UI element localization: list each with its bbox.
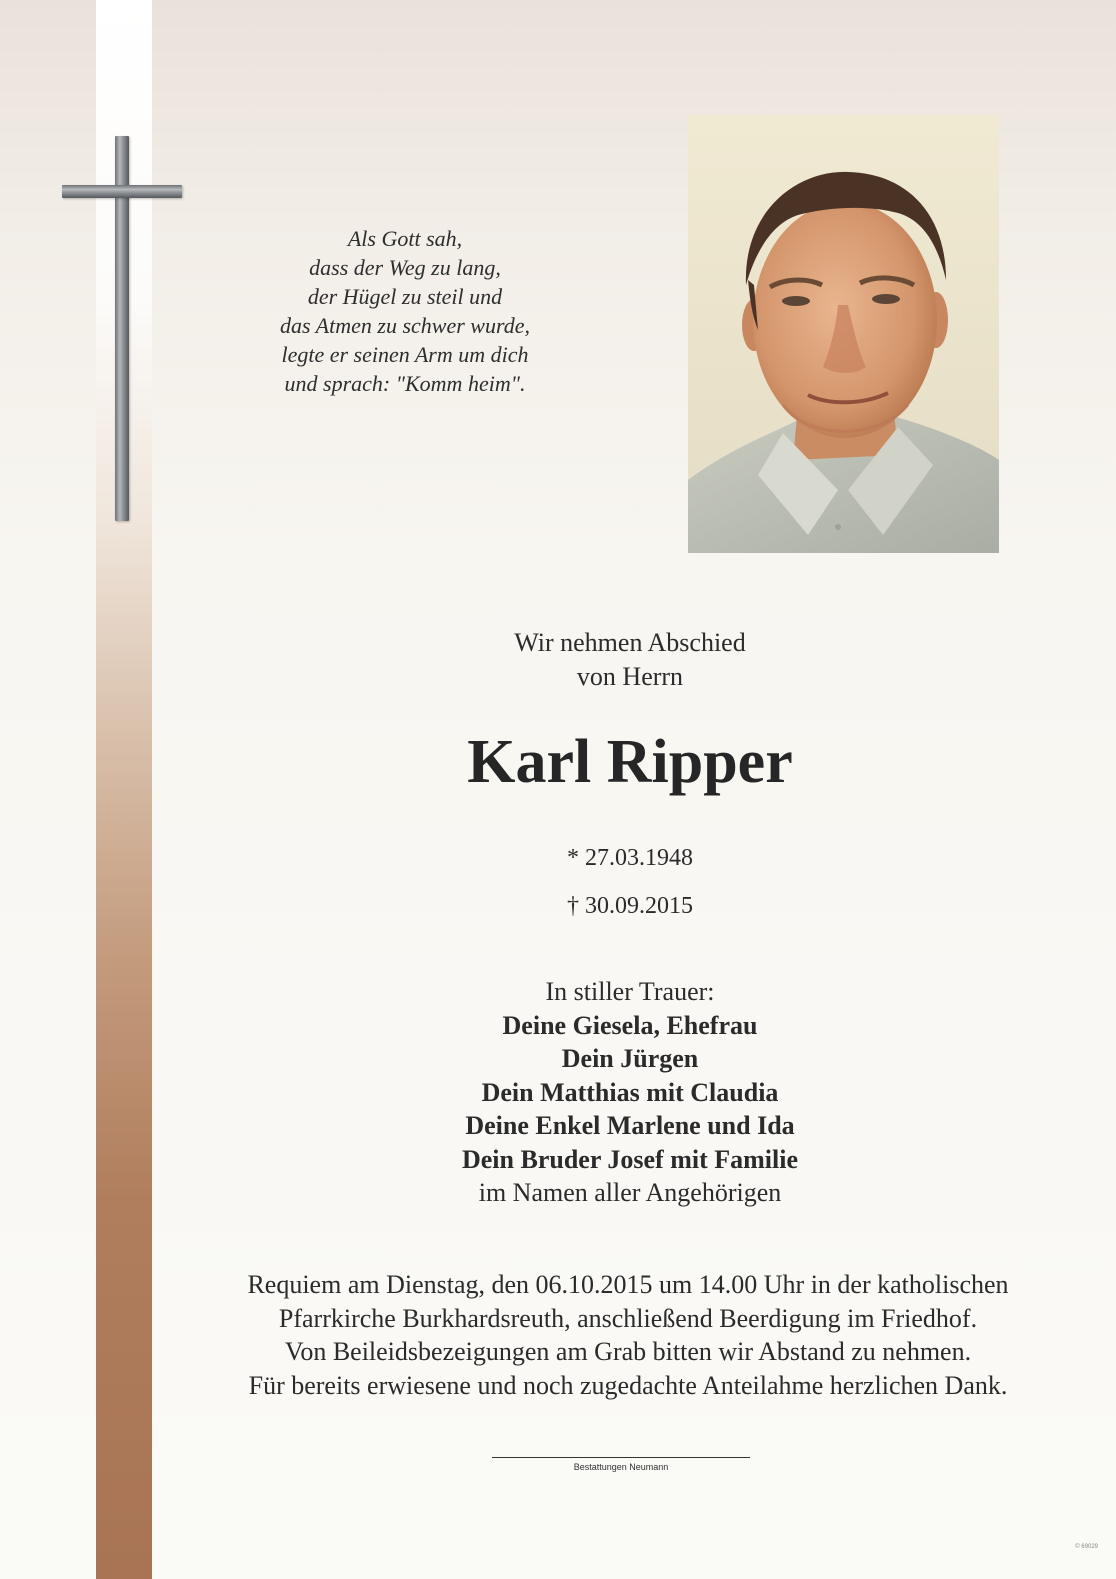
poem-line: der Hügel zu steil und [307,284,503,309]
mourner-name: Deine Enkel Marlene und Ida [465,1111,795,1140]
notice-line: Von Beileidsbezeigungen am Grab bitten wir Abstand zu nehmen. [284,1337,972,1366]
mourners-list [300,975,960,1210]
mourner-name: Dein Bruder Josef mit Familie [461,1144,799,1174]
notice-line: Pfarrkirche Burkhardsreuth, anschließend Beerdigung im Friedhof. [278,1303,978,1333]
farewell-intro [330,626,930,694]
memorial-poem [230,224,580,398]
death-date: † 30.09.2015 [567,893,693,919]
deceased-name: Karl Ripper [467,728,793,796]
poem-line: dass der Weg zu lang, [309,255,501,280]
funeral-notice [168,1268,1088,1402]
funeral-home-signature: Bestattungen Neumann [573,1462,669,1472]
footer-code: © 69029 [1075,1544,1098,1550]
notice-line: Requiem am Dienstag, den 06.10.2015 um 14.00 Uhr in der katholischen [247,1270,1009,1299]
mourner-name: Dein Jürgen [561,1044,699,1073]
birth-date: * 27.03.1948 [567,845,693,871]
mourner-name: Deine Giesela, Ehefrau [502,1010,758,1040]
intro-line: von Herrn [576,662,684,691]
notice-line: Für bereits erwiesene und noch zugedachte Anteilahme herzlichen Dank. [248,1370,1008,1400]
poem-line: legte er seinen Arm um dich [281,342,529,367]
mourner-name: Dein Matthias mit Claudia [481,1077,779,1107]
poem-line: und sprach: "Komm heim". [284,371,526,396]
intro-line: Wir nehmen Abschied [514,628,746,657]
mourners-closing: im Namen aller Angehörigen [478,1178,782,1207]
poem-line: das Atmen zu schwer wurde, [280,313,530,338]
cross-icon [62,136,182,521]
mourners-heading: In stiller Trauer: [545,977,715,1006]
poem-line: Als Gott sah, [347,226,463,251]
signature-line [492,1457,750,1458]
portrait-photo [688,115,999,553]
life-dates [430,834,830,930]
